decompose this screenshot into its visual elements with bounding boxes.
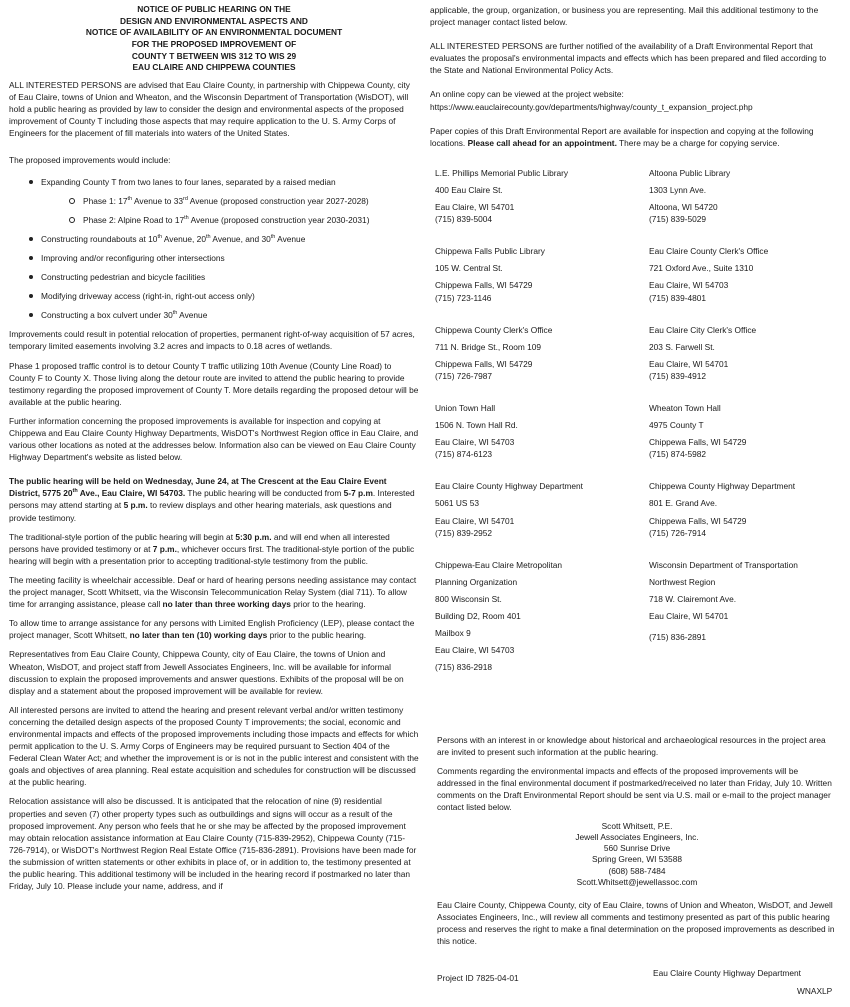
location-entry: Eau Claire County Highway Department 5061 US 53 Eau Claire, WI 54701 (715) 839-2952 [435, 481, 583, 538]
location-entry: Chippewa Falls Public Library 105 W. Central St. Chippewa Falls, WI 54729 (715) 723-1146 [435, 246, 545, 303]
impacts-paragraph: Improvements could result in potential relocation of properties, permanent right-of-way acquisition of 57 acres, temporary limited easements involving 3.2 acres and impacts to 0.18 acres of wetlands. [9, 329, 415, 352]
title-line: EAU CLAIRE AND CHIPPEWA COUNTIES [132, 62, 296, 73]
improvements-heading: The proposed improvements would include: [9, 154, 171, 165]
location-entry: Wheaton Town Hall 4975 County T Chippewa Falls, WI 54729 (715) 874-5982 [649, 402, 747, 460]
location-entry: Chippewa County Highway Department 801 E. Grand Ave. Chippewa Falls, WI 54729 (715) 726-7914 [649, 481, 796, 538]
testimony-paragraph: All interested persons are invited to attend the hearing and present relevant verbal and/or written testimony concerning the detailed design aspects of the proposed County T improvements; the social, economic and environmental impacts and effects of the proposed improvements including those impacts and effects for which permit application to the U. S. Army Corps of Engineers may be required pursuant to Section 404 of the Federal Clean Water Act; and whether the improvement is or is not in the public interest and consistent with the goals and objectives of area planning. Real estate acquisition and schedules for construction will be discussed at the public hearing. [9, 704, 419, 788]
historical-paragraph: Persons with an interest in or knowledge about historical and archaeological resources in the project area are invited to present such information at the public hearing. [437, 735, 826, 758]
list-item: Phase 2: Alpine Road to 17th Avenue (proposed construction year 2030-2031) [41, 214, 419, 226]
list-item: Constructing a box culvert under 30th Avenue [9, 309, 419, 321]
detour-paragraph: Phase 1 proposed traffic control is to detour County T traffic utilizing 10th Avenue (County Line Road) to County F to County X. Those living along the detour route are invited to attend the public hearing to provide testimony regarding the proposed improvement of County T. More details regarding the proposed detour will be available at the public hearing. [9, 360, 419, 407]
accessibility-paragraph: The meeting facility is wheelchair accessible. Deaf or hard of hearing persons needing assistance may contact the project manager, Scott Whitsett, via the Wisconsin Telecommunication Relay System (dial 711). To allow time for arranging assistance, please call no later than three working days prior to the hearing. [9, 574, 417, 610]
draft-report-paragraph: ALL INTERESTED PERSONS are further notified of the availability of a Draft Environmental Report that evaluates the proposal's environmental impacts and effects which has been prepared and filed according to the State and National Environmental Policy Acts. [430, 41, 827, 76]
location-entry: L.E. Phillips Memorial Public Library 400 Eau Claire St. Eau Claire, WI 54701 (715) 839-5004 [435, 167, 569, 225]
review-paragraph: Eau Claire County, Chippewa County, city of Eau Claire, towns of Union and Wheaton, WisDOT, and Jewell Associates Engineers, Inc., will review all comments and testimony presented as part of this public hearing process and reserves the right to make a final determination on the proposed improvements as described in this notice. [437, 900, 835, 947]
relocation-paragraph: Relocation assistance will also be discussed. It is anticipated that the relocation of nine (9) residential properties and seven (7) other property types such as outbuildings and signs will occur as a result of the proposed improvement. Any person who feels that he or she may be affected by the proposed improvement may obtain relocation assistance information at Eau Claire County (715-839-2952), Chippewa County (715-726-7914), or WisDOT's Northwest Region Real Estate Office (715-836-2891). Provisions have been made for the submission of written statements or other exhibits in place of, or in addition to, the testimony presented at the public hearing. This additional testimony will be included in the hearing record if postmarked no later than Friday, July 10. Please include your name, address, and if [9, 796, 417, 892]
contact-email-link[interactable]: Scott.Whitsett@jewellassoc.com [576, 876, 698, 887]
project-manager-contact: Scott Whitsett, P.E. Jewell Associates Engineers, Inc. 560 Sunrise Drive Spring Green, WI 53588 (608) 588-7484 Scott.Whitsett@jewellassoc.com [437, 821, 837, 889]
list-item: Phase 1: 17th Avenue to 33rd Avenue (proposed construction year 2027-2028) [41, 195, 419, 207]
locations-grid [435, 167, 840, 694]
title-line: NOTICE OF AVAILABILITY OF AN ENVIRONMENTAL DOCUMENT [85, 27, 343, 38]
signoff: Eau Claire County Highway Department [653, 968, 801, 979]
list-item: Constructing pedestrian and bicycle facilities [9, 271, 419, 283]
paper-copies-paragraph: Paper copies of this Draft Environmental Report are available for inspection and copying at the following locations. Please call ahead for an appointment. There may be a charge for copying service. [430, 125, 814, 148]
phase-list [41, 195, 419, 226]
location-entry-wisdot: Wisconsin Department of Transportation Northwest Region 718 W. Clairemont Ave. Eau Claire, WI 54701 (715) 836-2891 [649, 559, 798, 643]
list-item: Improving and/or reconfiguring other intersections [9, 252, 419, 264]
improvements-list [9, 176, 419, 322]
right-column [430, 4, 840, 996]
location-entry: Eau Claire City Clerk's Office 203 S. Farwell St. Eau Claire, WI 54701 (715) 839-4912 [649, 324, 757, 381]
comments-section [437, 734, 837, 980]
lep-paragraph: To allow time to arrange assistance for any persons with Limited English Proficiency (LEP), please contact the project manager, Scott Whitsett, no later than ten (10) working days prior to the public hearing. [9, 618, 415, 641]
location-entry-metro: Chippewa-Eau Claire Metropolitan Planning Organization 800 Wisconsin St. Building D2, Room 401 Mailbox 9 Eau Claire, WI 54703 (715) 836-2918 [435, 559, 563, 673]
location-entry: Altoona Public Library 1303 Lynn Ave. Altoona, WI 54720 (715) 839-5029 [649, 167, 731, 225]
list-item: Modifying driveway access (right-in, right-out access only) [9, 290, 419, 302]
list-item: Expanding County T from two lanes to four lanes, separated by a raised median Phase 1: 17th Avenue to 33rd Avenue (proposed construction year 2027-2028) Phase 2: Alpine Road to 17th Avenue (proposed construction year 2030-2031) [9, 176, 419, 226]
hearing-paragraph: The public hearing will be held on Wednesday, June 24, at The Crescent at the Eau Claire Event District, 5775 20th Ave., Eau Claire, WI 54703. The public hearing will be conducted from 5-7 p.m. Interested persons may attend starting at 5 p.m. to review displays and other hearing materials, ask questions and provide testimony. [9, 476, 415, 523]
notice-title [9, 4, 419, 74]
title-line: DESIGN AND ENVIRONMENTAL ASPECTS AND [120, 15, 308, 26]
representatives-paragraph: Representatives from Eau Claire County, Chippewa County, city of Eau Claire, the towns of Union and Wheaton, WisDOT, and project staff from Jewell Associates Engineers, Inc. will be available for informal discussion to explain the proposed improvements and answer questions. Exhibits of the proposal will be on display and a statement about the proposed improvement will be available for review. [9, 649, 404, 696]
online-label: An online copy can be viewed at the project website: [430, 89, 624, 100]
further-info-paragraph: Further information concerning the proposed improvements is available for inspection and copying at Chippewa and Eau Claire County Highway Departments, WisDOT's Northwest Region office in Eau Claire, and various other locations as noted at the addresses below. Information also can be viewed on Eau Claire County Highway Department's website as listed below. [9, 415, 419, 463]
title-line: COUNTY T BETWEEN WIS 312 TO WIS 29 [131, 50, 297, 61]
left-column [9, 4, 419, 899]
continuation-paragraph: applicable, the group, organization, or business you are representing. Mail this additional testimony to the project manager contact listed below. [430, 5, 819, 28]
intro-paragraph: ALL INTERESTED PERSONS are advised that Eau Claire County, in partnership with Chippewa County, city of Eau Claire, towns of Union and Wheaton, and the Wisconsin Department of Transportation (WisDOT), will hold a public hearing as provided by law to consider the design and environmental aspects of the proposed improvement of County T including those aspects that may require application to the U. S. Army Corps of Engineers for the placement of fill materials into waters of the United States. [9, 80, 410, 139]
title-line: FOR THE PROPOSED IMPROVEMENT OF [131, 39, 297, 50]
ad-code: WNAXLP [797, 986, 833, 996]
location-entry: Chippewa County Clerk's Office 711 N. Bridge St., Room 109 Chippewa Falls, WI 54729 (715) 726-7987 [435, 324, 553, 381]
comments-paragraph: Comments regarding the environmental impacts and effects of the proposed improvements will be addressed in the final environmental document if postmarked/received no later than Friday, July 10. Written comments on the Draft Environmental Report should be sent via U.S. mail or e-mail to the project manager contact listed below. [437, 766, 832, 813]
traditional-paragraph: The traditional-style portion of the public hearing will begin at 5:30 p.m. and will end when all interested persons have provided testimony or at 7 p.m., whichever occurs first. The traditional-style portion of the public hearing will begin with a presentation prior to accepting traditional-style testimony from the public. [9, 531, 415, 566]
location-entry: Union Town Hall 1506 N. Town Hall Rd. Eau Claire, WI 54703 (715) 874-6123 [435, 402, 518, 460]
list-item: Constructing roundabouts at 10th Avenue, 20th Avenue, and 30th Avenue [9, 233, 419, 245]
title-line: NOTICE OF PUBLIC HEARING ON THE [137, 4, 291, 14]
location-entry: Eau Claire County Clerk's Office 721 Oxford Ave., Suite 1310 Eau Claire, WI 54703 (715) 839-4801 [649, 246, 769, 303]
project-id: Project ID 7825-04-01 [437, 973, 519, 983]
project-website-link[interactable]: https://www.eauclairecounty.gov/departments/highway/county_t_expansion_project.php [430, 101, 753, 112]
